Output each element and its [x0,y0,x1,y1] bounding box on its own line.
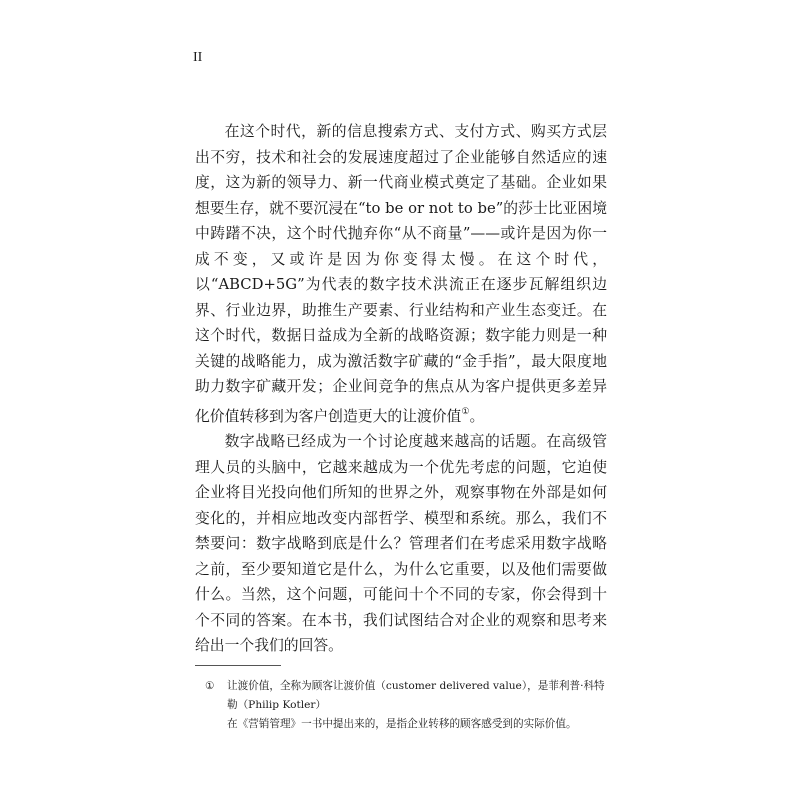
paragraph [195,429,607,659]
paragraph-end: 。 [469,407,485,425]
paragraph-text: 数字战略已经成为一个讨论度越来越高的话题。在高级管理人员的头脑中，它越来越成为一个优先考虑的问题，它迫使企业将目光投向他们所知的世界之外，观察事物在外部是如何变化的，并相应地改变内部哲学、模型和系统。那么，我们不禁要问：数字战略到底是什么？管理者们在考虑采用数字战略之前，至少要知道它是什么，为什么它重要，以及他们需要做什么。当然，这个问题，可能问十个不同的专家，你会得到十个不同的答案。在本书，我们试图结合对企业的观察和思考来给出一个我们的回答。 [195,433,607,654]
page-number: II [193,50,203,65]
footnote-marker: ① [205,680,215,692]
footnote-line [205,677,609,715]
paragraph [195,119,607,429]
paragraph-text: 在这个时代，新的信息搜索方式、支付方式、购买方式层出不穷，技术和社会的发展速度超过了企业能够自然适应的速度，这为新的领导力、新一代商业模式奠定了基础。企业如果想要生存，就不要沉浸在“to be or not to be”的莎士比亚困境中踌躇不决，这个时代抛弃你“从不商量”——或许是因为你一成不变，又或许是因为你变得太慢。在这个时代，以“ABCD+5G”为代表的数字技术洪流正在逐步瓦解组织边界、行业边界，助推生产要素、行业结构和产业生态变迁。在这个时代，数据日益成为全新的战略资源；数字能力则是一种关键的战略能力，成为激活数字矿藏的“金手指”，最大限度地助力数字矿藏开发；企业间竞争的焦点从为客户提供更多差异化价值转移到为客户创造更大的让渡价值 [195,123,607,425]
footnote-text-line-1: 让渡价值，全称为顾客让渡价值（customer delivered value），是菲利普·科特勒（Philip Kotler） [227,680,605,711]
footnote-divider [195,665,281,666]
footnote-text-line-2: 在《营销管理》一书中提出来的，是指企业转移的顾客感受到的实际价值。 [227,718,577,730]
footnote [205,677,609,734]
body-text [195,119,607,659]
footnote-reference[interactable]: ① [461,406,470,417]
